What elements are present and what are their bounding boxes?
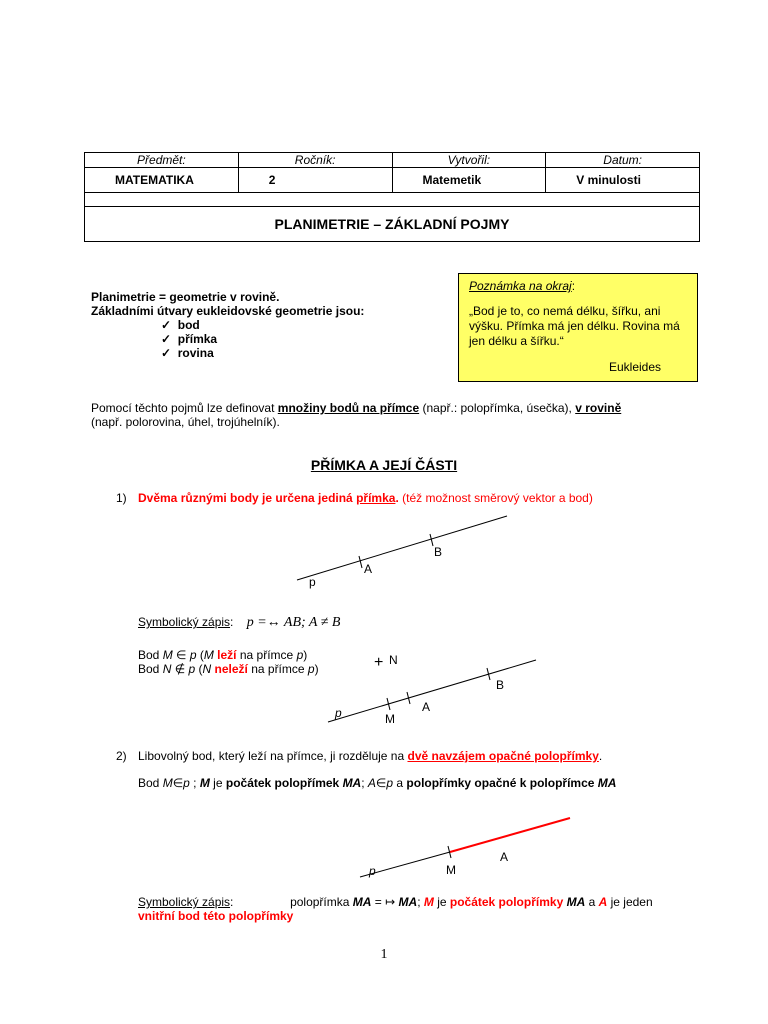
intro-item-rovina: ✓ rovina: [161, 346, 214, 360]
intro-item-primka: ✓ přímka: [161, 332, 218, 346]
figure-line-ab: [297, 516, 507, 589]
label-p: p: [335, 706, 342, 720]
label-author: Vytvořil:: [392, 153, 546, 168]
item-1-text: Dvěma různými body je určena jediná přímka. (též možnost směrový vektor a bod): [138, 491, 593, 505]
sets-paragraph: Pomocí těchto pojmů lze definovat množiny bodů na přímce (např.: polopřímka, úsečka), v rovině (např. polorovina, úhel, trojúhelník).: [91, 401, 622, 429]
document-title: PLANIMETRIE – ZÁKLADNÍ POJMY: [85, 207, 700, 242]
check-icon: ✓: [161, 332, 172, 346]
label-b: B: [434, 545, 443, 559]
line-p: [297, 516, 507, 580]
intro-line-2: Základními útvary eukleidovské geometrie jsou:: [91, 304, 365, 318]
membership-m: Bod M ∈ p (M leží na přímce p): [138, 648, 308, 662]
label-a: A: [422, 700, 431, 714]
label-p: p: [369, 864, 376, 878]
item-2-number: 2): [116, 749, 127, 763]
note-quote: „Bod je to, co nemá délku, šířku, ani výšku. Přímka má jen délku. Rovina má jen délku a šířku.“: [469, 304, 680, 348]
check-icon: ✓: [161, 346, 172, 360]
label-n: N: [389, 653, 398, 667]
item-1-number: 1): [116, 491, 127, 505]
label-b: B: [496, 678, 505, 692]
intro-line-1: Planimetrie = geometrie v rovině.: [91, 290, 280, 304]
cross-n: +: [374, 654, 384, 671]
note-title: Poznámka na okraj: [469, 279, 572, 293]
item-2-sub: Bod M∈p ; M je počátek polopřímek MA; A∈p a polopřímky opačné k polopřímce MA: [138, 776, 617, 790]
label-subject: Předmět:: [85, 153, 239, 168]
ray-ma: [450, 818, 570, 852]
figure-line-mab: [328, 653, 536, 726]
note-author: Eukleides: [608, 360, 661, 374]
line-p: [328, 660, 536, 722]
section-title: PŘÍMKA A JEJÍ ČÁSTI: [310, 457, 458, 473]
membership-block: [138, 648, 319, 676]
symbolic-1: Symbolický zápis: p =↔ AB; A ≠ B: [138, 615, 341, 630]
label-m: M: [446, 863, 456, 877]
membership-n: Bod N ∉ p (N neleží na přímce p): [138, 662, 319, 676]
item-2-text: Libovolný bod, který leží na přímce, ji rozděluje na dvě navzájem opačné polopřímky.: [138, 749, 603, 763]
figure-ray-ma: [360, 818, 570, 878]
label-date: Datum:: [546, 153, 700, 168]
intro-item-bod: ✓ bod: [161, 318, 200, 332]
note-title-colon: :: [571, 279, 576, 293]
label-m: M: [385, 712, 395, 726]
check-icon: ✓: [161, 318, 172, 332]
label-year: Ročník:: [238, 153, 392, 168]
tick-a: [359, 556, 362, 568]
value-author: Matemetik: [392, 168, 546, 193]
label-a: A: [364, 562, 373, 576]
symbolic-2: Symbolický zápis: polopřímka MA = ↦ MA; M je počátek polopřímky MA a A je jeden vnitřní bod této polopřímky: [138, 895, 653, 923]
value-year: 2: [238, 168, 392, 193]
formula-1: p =↔ AB; A ≠ B: [246, 615, 341, 630]
tick-b: [430, 534, 433, 546]
label-a: A: [500, 850, 509, 864]
value-subject: MATEMATIKA: [85, 168, 239, 193]
label-p: p: [309, 575, 316, 589]
page-number: 1: [380, 947, 388, 962]
value-date: V minulosti: [546, 168, 700, 193]
